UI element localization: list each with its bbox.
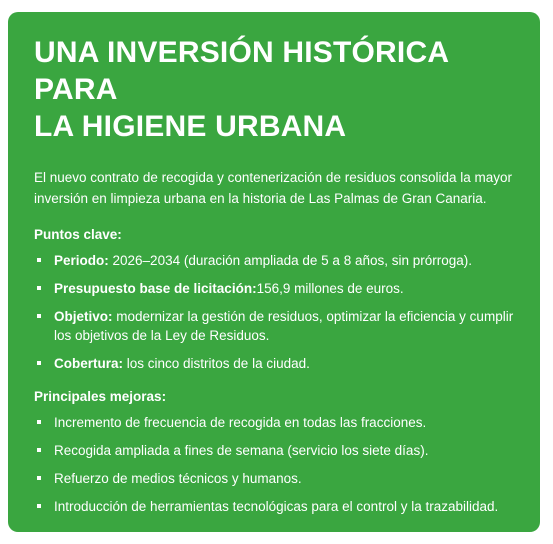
card-title	[34, 34, 518, 145]
improvements-heading: Principales mejoras:	[34, 389, 167, 404]
key-points-heading: Puntos clave:	[34, 227, 122, 242]
key-point-text: los cinco distritos de la ciudad.	[123, 356, 310, 371]
key-point-text: 156,9 millones de euros.	[256, 281, 404, 296]
intro-paragraph: El nuevo contrato de recogida y contenerización de residuos consolida la mayor inversión en limpieza urbana en la historia de Las Palmas de Gran Canaria.	[34, 170, 513, 206]
key-point-item	[34, 251, 518, 270]
key-point-label: Periodo:	[54, 253, 109, 268]
card-title-line-2: LA HIGIENE URBANA	[34, 110, 347, 143]
card-title-line-1: UNA INVERSIÓN HISTÓRICA PARA	[34, 36, 449, 106]
key-point-label: Objetivo:	[54, 309, 113, 324]
key-point-item	[34, 279, 518, 298]
improvement-item: Refuerzo de medios técnicos y humanos.	[34, 469, 518, 488]
improvement-item: Incremento de frecuencia de recogida en todas las fracciones.	[34, 413, 518, 432]
key-points-list	[34, 251, 518, 373]
improvements-list	[34, 413, 518, 516]
info-card	[8, 12, 540, 532]
improvement-item: Recogida ampliada a fines de semana (servicio los siete días).	[34, 441, 518, 460]
key-point-label: Cobertura:	[54, 356, 124, 371]
improvement-item: Introducción de herramientas tecnológicas para el control y la trazabilidad.	[34, 497, 518, 516]
key-point-item	[34, 354, 518, 373]
key-point-item	[34, 307, 518, 345]
key-point-text: 2026–2034 (duración ampliada de 5 a 8 años, sin prórroga).	[108, 253, 473, 268]
key-point-label: Presupuesto base de licitación:	[54, 281, 257, 296]
key-point-text: modernizar la gestión de residuos, optimizar la eficiencia y cumplir los objetivos de la Ley de Residuos.	[54, 309, 514, 343]
